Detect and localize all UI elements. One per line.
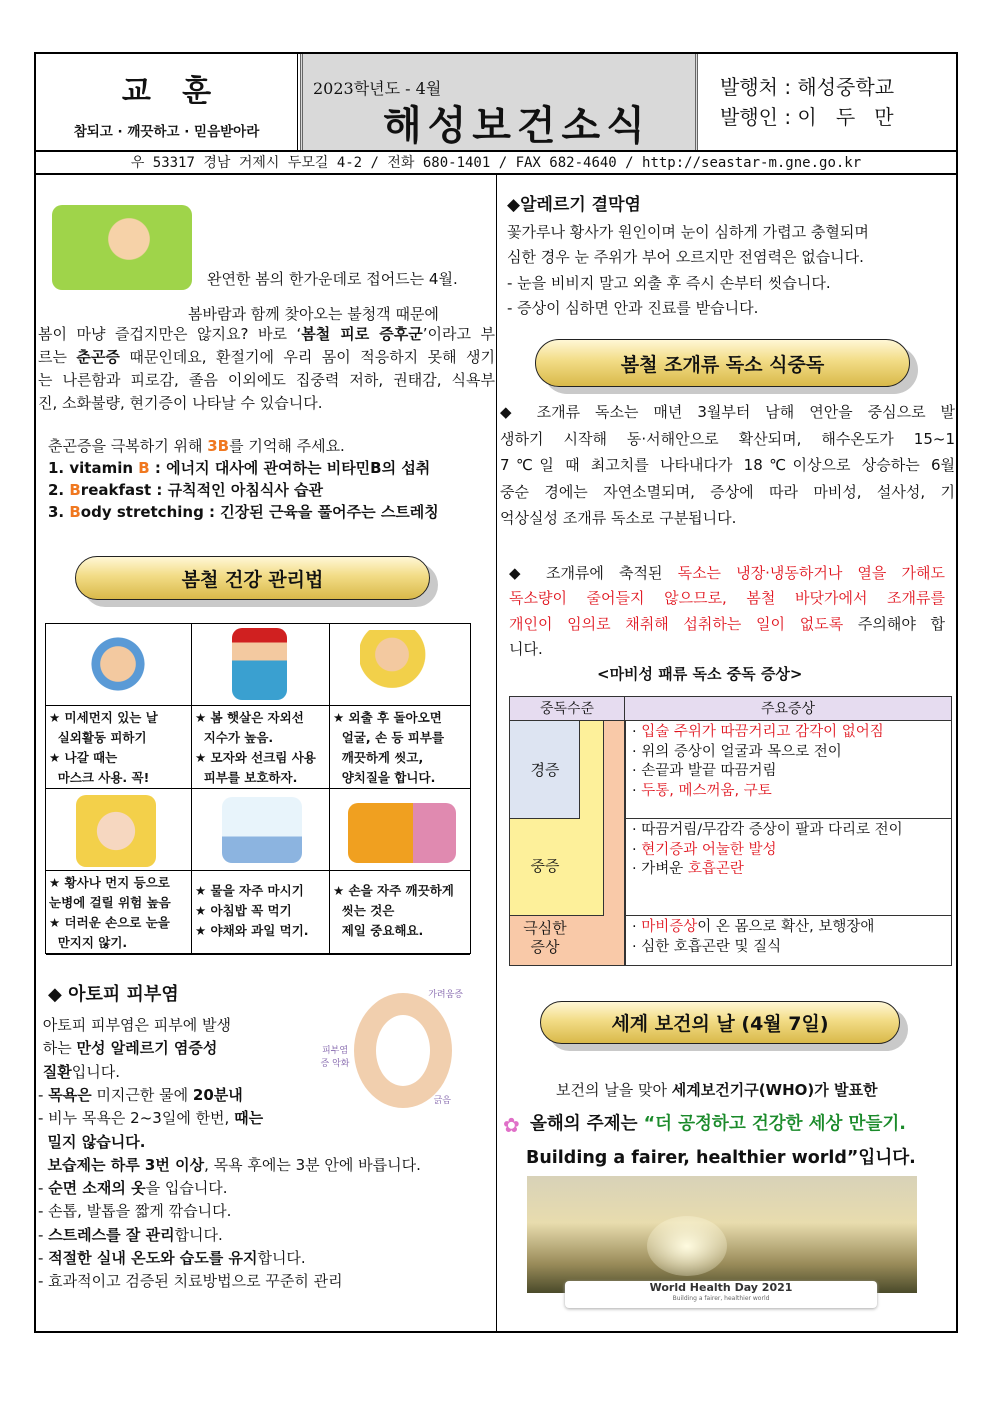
text-segment: 독소는 냉장·냉동하거나 열을 가해도: [677, 564, 945, 582]
text-segment: 목욕은: [48, 1085, 92, 1104]
girl-washing-hands-illustration: [330, 789, 470, 871]
text-segment: 두통, 메스꺼움, 구토: [641, 782, 772, 799]
whd-line2: [530, 1110, 906, 1135]
symptom-table: [509, 696, 952, 966]
text-segment: 현기증과 어눌한 발성: [641, 841, 777, 858]
text-segment: 르는: [38, 348, 77, 366]
hands-ring: [354, 993, 452, 1108]
text-line: [38, 1224, 223, 1245]
text-segment: 봄철 피로 증후군: [301, 325, 423, 343]
text-segment: , 목욕 후에는 3분 안에 바릅니다.: [204, 1155, 421, 1174]
text-line: 생하기 시작해 동·서해안으로 확산되며, 해수온도가 15~1: [500, 429, 955, 448]
tip-line: 피부를 보호하자.: [195, 770, 298, 785]
shellfish-banner-text: 봄철 조개류 독소 식중독: [620, 353, 825, 376]
itch-cycle-illustration: [318, 985, 463, 1115]
cycle-label-itch: 가려움증: [428, 990, 463, 1000]
text-line: [38, 1200, 231, 1221]
text-line: [48, 479, 323, 500]
photo-caption-title: World Health Day 2021: [649, 1281, 793, 1294]
text-segment: ·: [632, 841, 642, 858]
girl-with-dog-illustration: [52, 205, 192, 290]
text-line: [632, 723, 945, 743]
text-line: [632, 918, 945, 938]
text-segment: 올해의 주제는: [530, 1114, 644, 1134]
text-segment: ·: [632, 782, 642, 799]
text-segment: -: [38, 1225, 49, 1244]
text-segment: Building a fairer, healthier world: [526, 1148, 847, 1168]
motto-text: 참되고 · 깨끗하고 · 믿음받아라: [73, 124, 260, 140]
tip-text: [49, 873, 188, 953]
text-segment: 춘곤증을 극복하기 위해: [48, 437, 208, 455]
address-bar: [36, 150, 956, 175]
text-segment: 진, 소화불량, 현기증이 나타날 수 있습니다.: [38, 394, 323, 412]
whd-line1: [556, 1079, 877, 1100]
tip-line: 눈병에 걸릴 위험 높음: [49, 895, 171, 910]
text-segment: 미지근한 물에: [91, 1085, 193, 1104]
symptom-table-title: <마비성 패류 독소 중독 증상>: [597, 665, 803, 683]
text-segment: 스트레스를 잘 관리: [48, 1225, 175, 1244]
text-segment: 적절한 실내 온도와 습도를 유지: [48, 1249, 258, 1267]
text-line: ◆ 조개류 독소는 매년 3월부터 남해 연안을 중심으로 발: [500, 403, 955, 421]
text-segment: · 위의 증상이 얼굴과 목으로 전이: [632, 743, 842, 760]
text-segment: -: [38, 1085, 49, 1104]
text-segment: B: [69, 503, 81, 521]
text-segment: : 에너지 대사에 관여하는 비타민B의 섭취: [149, 459, 431, 477]
text-segment: 을 입습니다.: [145, 1179, 228, 1198]
tip-line: 씻는 것은: [333, 903, 395, 918]
text-segment: 세계보건기구(WHO)가 발표한: [671, 1081, 878, 1099]
allergy-line: 꽃가루나 황사가 원인이며 눈이 심하게 가렵고 충혈되며: [507, 223, 869, 241]
text-segment: - 효과적이고 검증된 치료방법으로 꾸준히 관리: [38, 1272, 343, 1291]
issue-label: 2023학년도 - 4월: [313, 79, 442, 98]
boy-drinking-water-illustration: [192, 789, 330, 871]
allergy-line: 심한 경우 눈 주위가 부어 오르지만 전염력은 없습니다.: [507, 248, 864, 266]
tip-text: [333, 708, 467, 788]
text-segment: - 손톱, 발톱을 짧게 깎습니다.: [38, 1202, 232, 1221]
text-line: [38, 1014, 231, 1035]
symptoms-mild: [625, 721, 951, 819]
text-line: [509, 562, 945, 583]
level-moderate: 중증: [530, 857, 560, 875]
text-line: [38, 392, 322, 413]
tip-line: ★ 외출 후 돌아오면: [333, 710, 442, 725]
issuer: 이 두 만: [797, 105, 894, 129]
allergy-line: - 눈을 비비지 말고 외출 후 즉시 손부터 씻습니다.: [507, 274, 831, 292]
text-segment: 1. vitamin: [48, 459, 139, 477]
publisher-label: 발행처: [720, 75, 778, 99]
text-segment: 질환: [42, 1062, 72, 1081]
tip-line: ★ 나갈 때는: [49, 750, 118, 765]
text-segment: 3B: [207, 437, 230, 455]
text-segment: 3.: [48, 503, 70, 521]
tip-cell: [192, 706, 330, 789]
girl-rubbing-eye-illustration: [46, 789, 192, 871]
text-line: [509, 613, 945, 634]
text-line: [48, 457, 430, 478]
text-line: [632, 762, 945, 782]
text-line: 중순 경에는 자연소멸되며, 증상에 따라 마비성, 설사성, 기: [500, 482, 955, 501]
tip-line: ★ 황사나 먼지 등으로: [49, 875, 170, 890]
girl-washing-face-illustration: [330, 624, 470, 706]
text-segment: ◆ 조개류에 축적된: [509, 564, 678, 582]
flower-icon: ✿: [503, 1113, 520, 1137]
text-line: [48, 501, 439, 522]
sun-glow: [647, 1216, 727, 1276]
text-segment: 호흡곤란: [687, 861, 744, 877]
text-segment: ·: [632, 724, 642, 740]
text-segment: 2.: [48, 481, 70, 499]
shellfish-banner: [535, 339, 910, 387]
text-segment: 입술 주위가 따끔거리고 감각이 없어짐: [641, 724, 884, 740]
text-segment: 는 나른함과 피로감, 졸음 이외에도 집중력 저하, 권태감, 식욕부: [38, 371, 495, 389]
tip-cell: [330, 706, 470, 789]
text-segment: “더 공정하고 건강한 세상 만들기.: [643, 1114, 906, 1134]
tip-line: 지수가 높음.: [195, 730, 274, 745]
text-line: [38, 1037, 217, 1058]
text-line: [38, 346, 495, 367]
text-line: [509, 638, 543, 659]
text-segment: 개인이 임의로 채취해 섭취하는 일이 없도록: [509, 614, 844, 633]
mask-kid-illustration: [46, 624, 192, 706]
tip-line: ★ 야채와 과일 먹기.: [195, 923, 309, 938]
motto-title: 교 훈: [121, 74, 212, 109]
allergy-line: - 증상이 심하면 안과 진료를 받습니다.: [507, 299, 759, 317]
text-line: [38, 1107, 263, 1128]
tip-text: [333, 873, 467, 941]
photo-caption-subtitle: Building a fairer, healthier world: [672, 1295, 770, 1302]
tip-line: 깨끗하게 씻고,: [333, 750, 424, 765]
tip-line: ★ 더러운 손으로 눈을: [49, 915, 170, 930]
text-segment: 보건의 날을 맞아: [556, 1081, 672, 1099]
col-header-level: 중독수준: [510, 697, 625, 721]
text-segment: 마비증상: [641, 919, 698, 935]
boy-with-cap-illustration: [192, 624, 330, 706]
symptoms-moderate: [625, 819, 951, 916]
symptoms-severe: [625, 916, 951, 965]
text-segment: 만성 알레르기 염증성: [76, 1039, 218, 1058]
tip-line: 얼굴, 손 등 피부를: [333, 730, 445, 745]
tip-text: [49, 708, 188, 788]
text-segment: 20분내: [192, 1085, 243, 1104]
text-segment: · 따끔거림/무감각 증상이 팔과 다리로 전이: [632, 822, 903, 838]
atopy-heading: ◆ 아토피 피부염: [48, 984, 179, 1005]
tip-line: ★ 물을 자주 마시기: [195, 883, 304, 898]
text-segment: 보습제는 하루 3번 이상: [47, 1155, 205, 1174]
world-health-day-banner: [540, 1001, 900, 1044]
tip-line: ★ 봄 햇살은 자외선: [195, 710, 304, 725]
text-segment: 때문인데요, 환절기에 우리 몸이 적응하지 못해 생기: [119, 348, 496, 366]
tip-line: 실외활동 피하기: [49, 730, 147, 745]
text-line: 억상실성 조개류 독소로 구분됩니다.: [500, 509, 737, 527]
health-tips-grid: [45, 623, 471, 954]
tip-cell: [192, 871, 330, 955]
world-health-day-banner-text: 세계 보건의 날 (4월 7일): [611, 1013, 829, 1035]
tip-line: ★ 손을 자주 깨끗하게: [333, 883, 454, 898]
cycle-label-worsen: 피부염증 악화: [320, 1046, 350, 1069]
issuer-label: 발행인: [720, 105, 778, 129]
text-segment: 밀지 않습니다.: [47, 1132, 146, 1151]
text-segment: [38, 1133, 48, 1151]
text-segment: B: [138, 459, 150, 477]
text-segment: - 비누 목욕은 2~3일에 한번,: [38, 1109, 235, 1128]
text-line: 7℃일 때 최고치를 나타내다가 18℃이상으로 상승하는 6월: [500, 456, 955, 474]
tip-line: ★ 아침밥 꼭 먹기: [195, 903, 292, 918]
text-segment: 독소량이 줄어들지 않으므로, 봄철 바닷가에서 조개류를: [509, 589, 945, 608]
text-segment: 하는: [38, 1039, 77, 1058]
text-segment: 합니다.: [174, 1225, 223, 1244]
publisher: 해성중학교: [797, 75, 895, 99]
health-care-banner-text: 봄철 건강 관리법: [181, 568, 324, 591]
newsletter-title: 해성보건소식: [383, 103, 651, 149]
text-segment: · 손끝과 발끝 따끔거림: [632, 763, 777, 779]
text-segment: -: [38, 1179, 49, 1198]
level-severe: 극심한 증상: [523, 919, 567, 956]
text-line: [48, 435, 345, 456]
text-segment: reakfast : 규칙적인 아침식사 습관: [80, 481, 324, 499]
address-text: 우 53317 경남 거제시 두모길 4-2 / 전화 680-1401 / FAX 682-4640 / http://seastar-m.gne.go.kr: [130, 155, 862, 171]
text-line: [38, 1061, 120, 1082]
text-segment: 순면 소재의 옷: [48, 1179, 146, 1198]
text-line: [38, 1247, 306, 1268]
level-mild: 경증: [530, 761, 560, 779]
text-segment: ·: [632, 919, 642, 935]
intro-line2: 봄바람과 함께 찾아오는 불청객 때문에: [188, 305, 439, 323]
text-segment: 합니다.: [257, 1249, 306, 1267]
tip-line: 만지지 않기.: [49, 935, 128, 950]
text-segment: [38, 1156, 48, 1174]
col-header-symptoms: 주요증상: [625, 697, 951, 721]
allergy-heading: ◆알레르기 결막염: [507, 195, 641, 215]
text-line: [632, 841, 945, 861]
text-segment: ody stretching : 긴장된 근육을 풀어주는 스트레칭: [80, 503, 439, 521]
title-box: [300, 54, 698, 150]
text-line: [38, 1154, 421, 1175]
tip-text: [195, 708, 326, 788]
text-line: [632, 860, 945, 880]
tip-cell: [46, 871, 192, 955]
text-line: [509, 587, 945, 608]
text-segment: 봄이 마냥 즐겁지만은 않지요? 바로 ‘: [38, 325, 302, 343]
text-segment: 아토피 피부염은 피부에 발생: [38, 1016, 231, 1034]
cycle-label-scratch: 긁음: [433, 1096, 451, 1106]
tip-line: 제일 중요해요.: [333, 923, 424, 938]
text-segment: 니다.: [509, 639, 543, 658]
photo-caption-box: [565, 1281, 877, 1308]
health-care-banner: [75, 556, 430, 600]
tip-line: 양치질을 합니다.: [333, 770, 436, 785]
text-segment: 를 기억해 주세요.: [229, 437, 345, 455]
text-segment: 때는: [234, 1109, 264, 1128]
text-segment: B: [69, 481, 81, 499]
text-line: [632, 821, 945, 841]
column-divider: [496, 175, 497, 1332]
text-line: [38, 1084, 243, 1105]
text-line: [632, 782, 945, 802]
text-line: [38, 1177, 228, 1198]
text-segment: · 심한 호흡곤란 및 질식: [632, 938, 782, 955]
text-segment: 이 온 몸으로 확산, 보행장애: [697, 919, 875, 935]
text-line: [632, 938, 945, 958]
whd-line3: [526, 1144, 916, 1169]
text-line: [38, 323, 495, 344]
text-segment: ’이라고 부: [422, 325, 495, 343]
tip-text: [195, 873, 326, 941]
tip-line: 마스크 사용. 꼭!: [49, 770, 150, 785]
tip-cell: [330, 871, 470, 955]
text-line: [38, 1131, 145, 1152]
tip-cell: [46, 706, 192, 789]
world-health-day-photo: [527, 1176, 917, 1293]
intro-line1: 완연한 봄의 한가운데로 접어드는 4월.: [207, 270, 458, 288]
motto-box: [36, 54, 298, 150]
text-line: [632, 743, 945, 763]
text-segment: 춘곤증: [76, 348, 120, 366]
text-segment: 주의해야 합: [843, 614, 945, 633]
text-line: [38, 369, 495, 390]
text-line: [38, 1270, 343, 1291]
text-segment: · 가벼운: [632, 861, 688, 877]
text-segment: -: [38, 1249, 49, 1267]
text-segment: ”입니다.: [846, 1148, 916, 1168]
tip-line: ★ 모자와 선크림 사용: [195, 750, 316, 765]
text-segment: 입니다.: [71, 1062, 121, 1081]
publisher-box: 발행처 : 해성중학교 발행인 : 이 두 만: [720, 75, 895, 129]
tip-line: ★ 미세먼지 있는 날: [49, 710, 158, 725]
